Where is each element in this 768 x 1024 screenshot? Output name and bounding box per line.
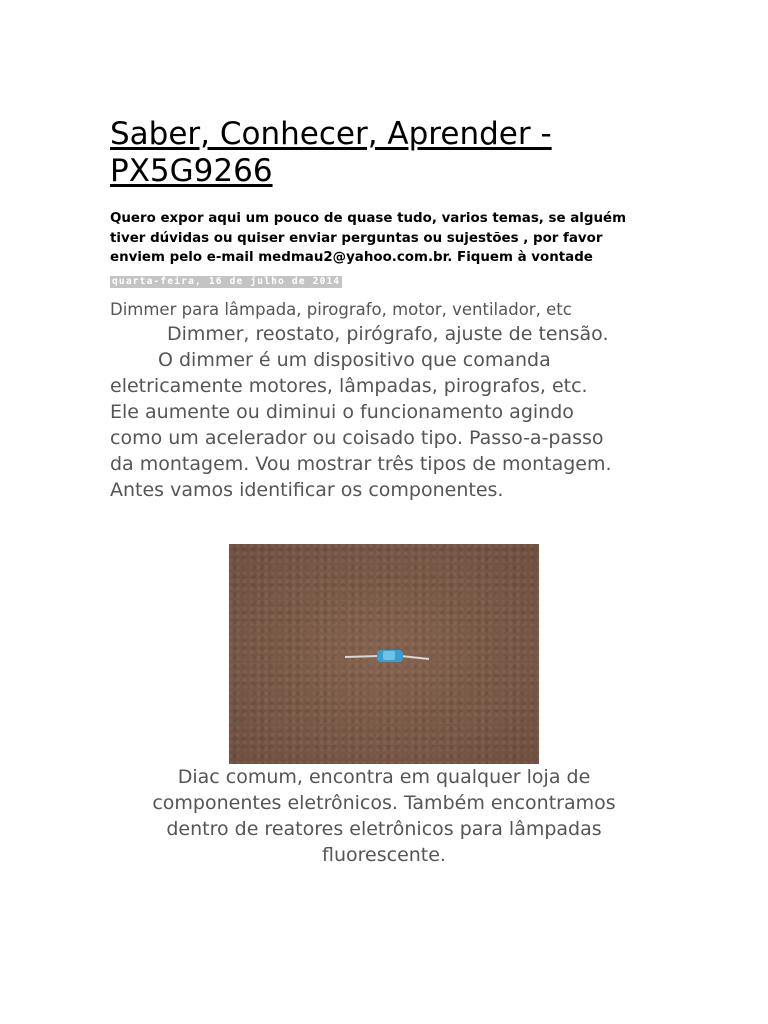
post-body-line: Ele aumente ou diminui o funcionamento agindo (110, 401, 574, 423)
post-body (110, 321, 670, 503)
post-body-line: Antes vamos identificar os componentes. (110, 479, 504, 501)
blog-description-line: tiver dúvidas ou quiser enviar perguntas ou sujestões , por favor (110, 230, 603, 246)
diac-component-icon (229, 544, 539, 764)
blog-title-line-2[interactable]: PX5G9266 (110, 153, 273, 189)
caption-line: fluorescente. (322, 844, 446, 866)
blog-description-line: Quero expor aqui um pouco de quase tudo, varios temas, se alguém (110, 211, 627, 226)
post-title: Dimmer para lâmpada, pirografo, motor, ventilador, etc (110, 300, 572, 319)
post-body-line: eletricamente motores, lâmpadas, pirografos, etc. (110, 375, 588, 397)
post-body-line: como um acelerador ou coisado tipo. Passo-a-passo (110, 427, 604, 449)
blog-description-line: enviem pelo e-mail medmau2@yahoo.com.br. Fiquem à vontade (110, 250, 593, 265)
caption-line: Diac comum, encontra em qualquer loja de (177, 766, 591, 788)
caption-line: dentro de reatores eletrônicos para lâmpadas (166, 818, 602, 840)
post-body-line: da montagem. Vou mostrar três tipos de montagem. (110, 453, 612, 475)
diac-photo[interactable] (229, 544, 539, 764)
blog-title-line-1[interactable]: Saber, Conhecer, Aprender - (110, 116, 552, 152)
post-date: quarta-feira, 16 de julho de 2014 (112, 276, 341, 287)
caption-line: componentes eletrônicos. Também encontramos (152, 792, 616, 814)
post-body-line: O dimmer é um dispositivo que comanda (158, 349, 551, 371)
blog-title[interactable] (110, 116, 670, 190)
blog-description (110, 209, 650, 268)
post-body-line: Dimmer, reostato, pirógrafo, ajuste de tensão. (167, 323, 609, 345)
image-caption (110, 764, 658, 868)
